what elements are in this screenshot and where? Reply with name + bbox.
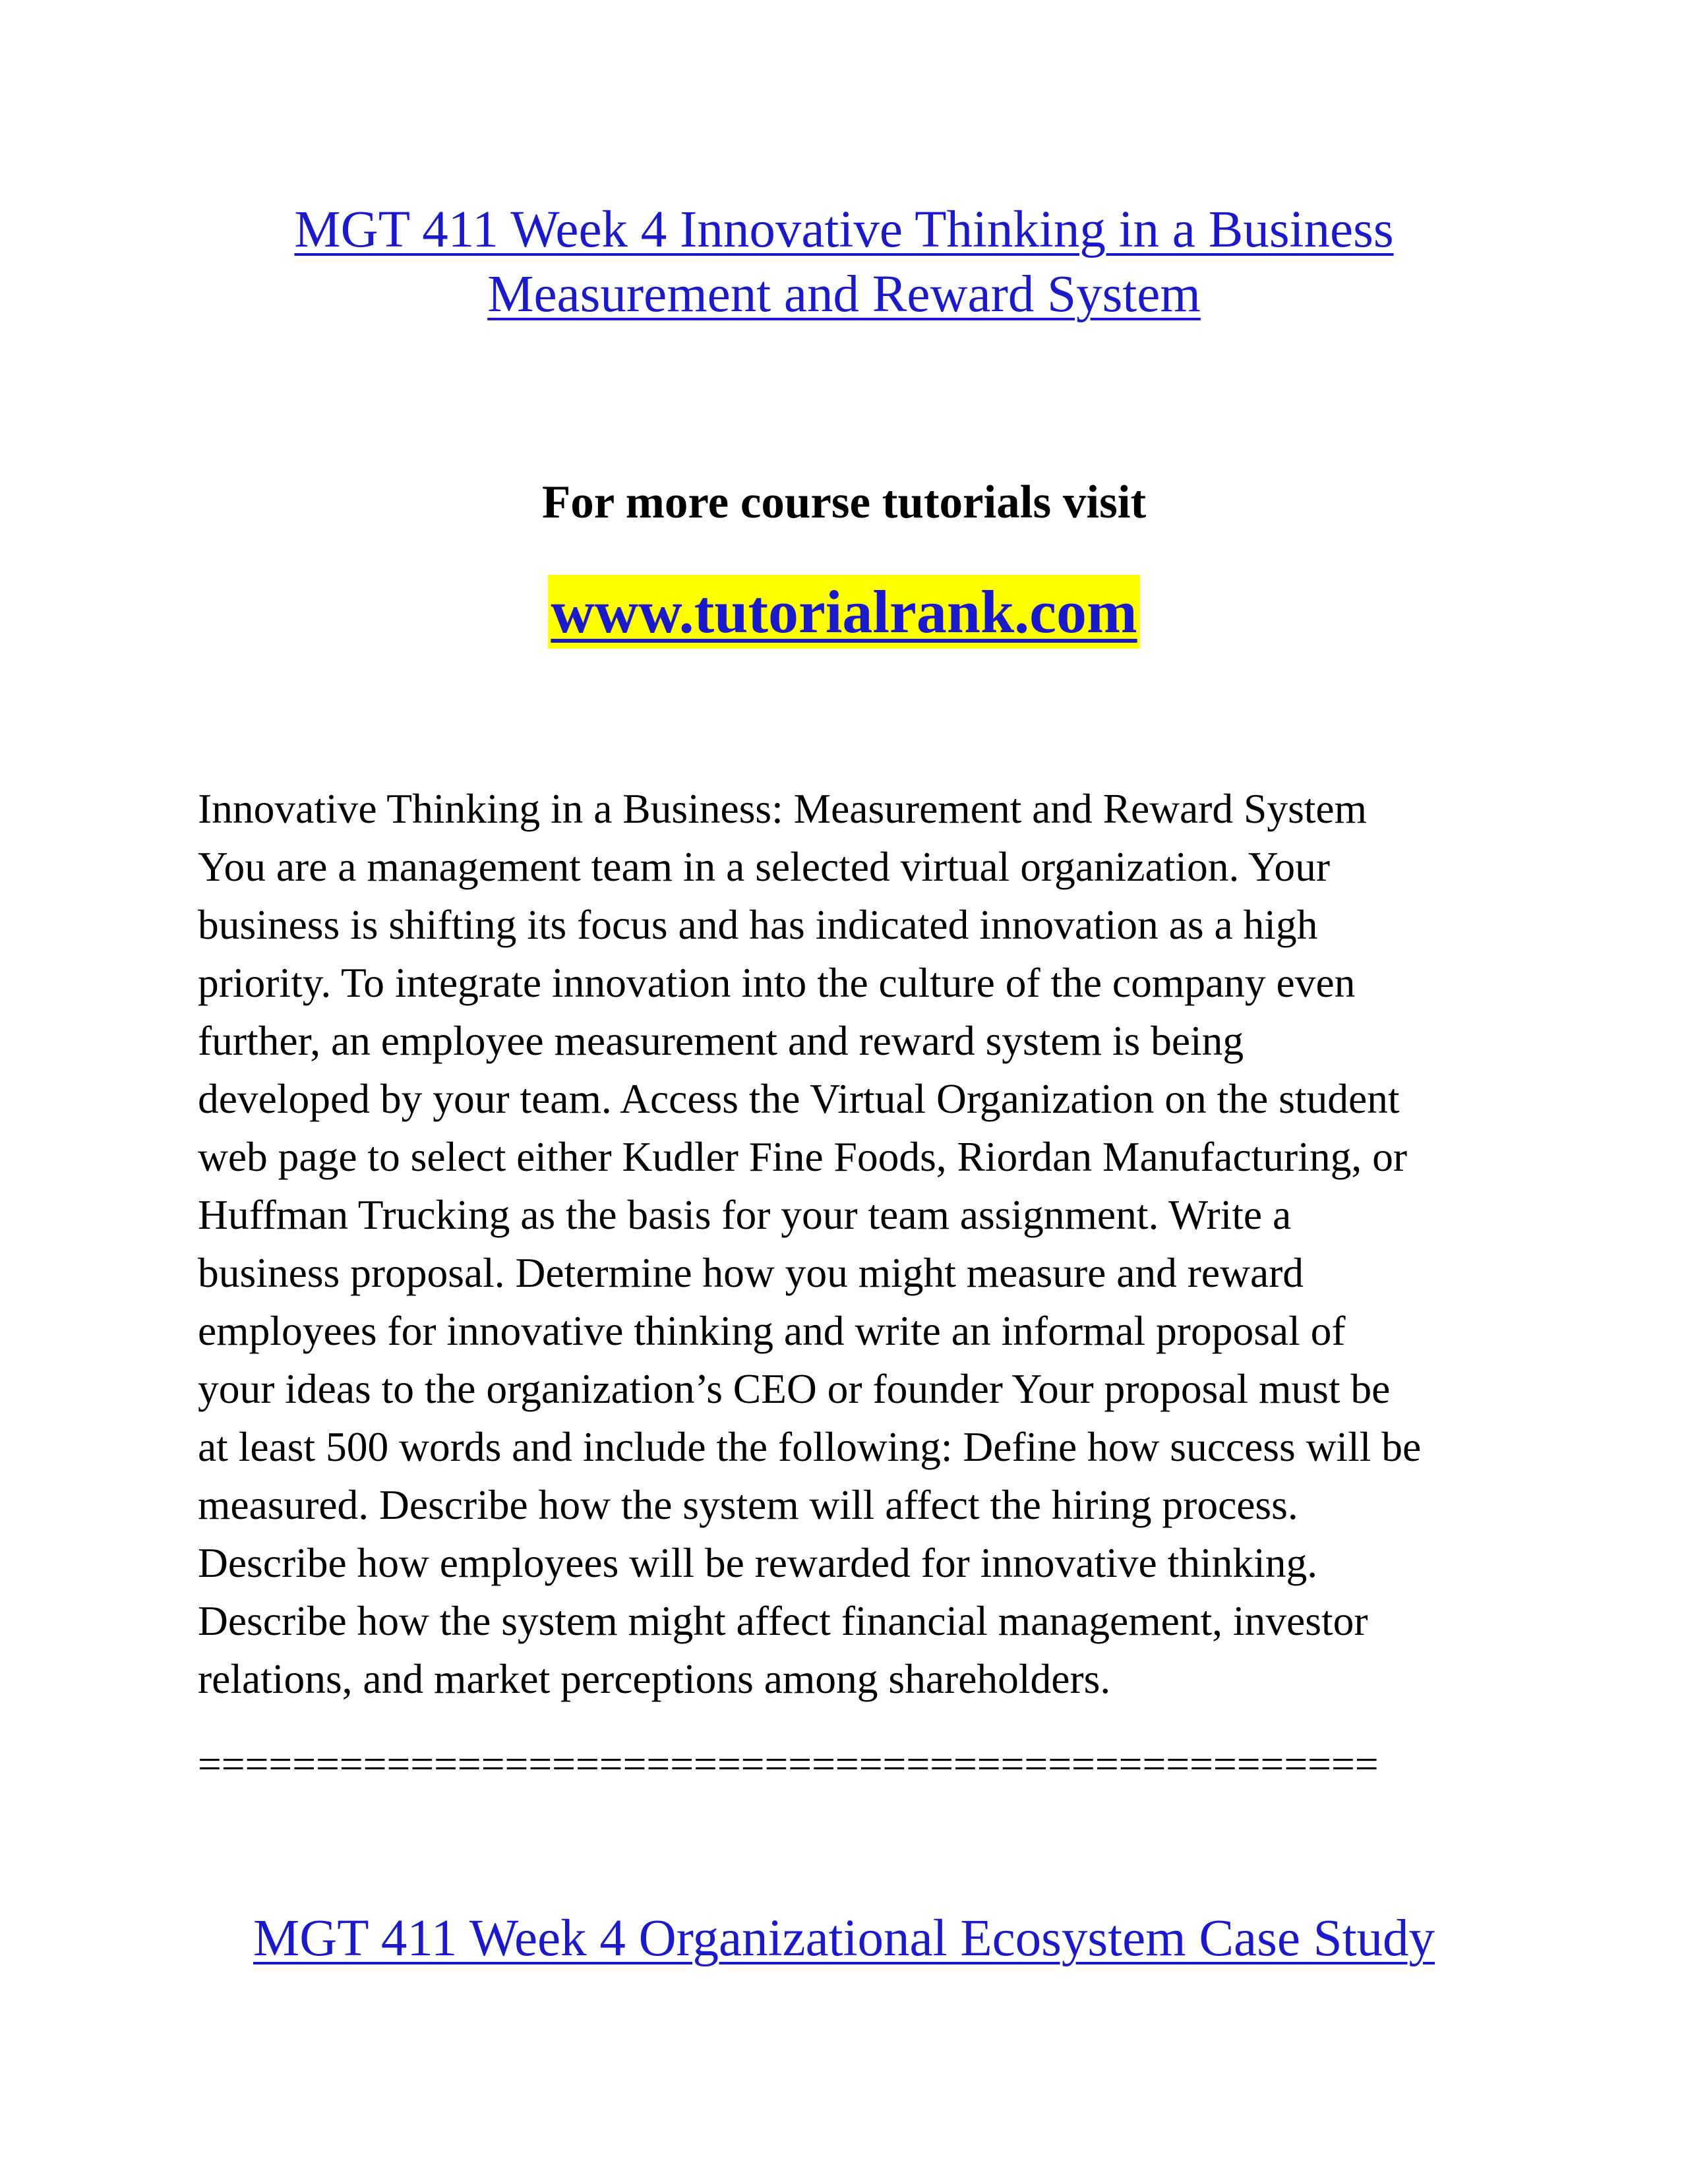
body-line: business proposal. Determine how you might measure and reward bbox=[198, 1249, 1304, 1296]
body-line: measured. Describe how the system will affect the hiring process. bbox=[198, 1481, 1298, 1528]
next-course-title-link[interactable]: MGT 411 Week 4 Organizational Ecosystem Case Study bbox=[253, 1910, 1435, 1967]
body-line: web page to select either Kudler Fine Foods, Riordan Manufacturing, or bbox=[198, 1133, 1407, 1180]
body-line: Innovative Thinking in a Business: Measurement and Reward System bbox=[198, 785, 1368, 832]
site-link-container bbox=[0, 575, 1688, 649]
body-line: at least 500 words and include the following: Define how success will be bbox=[198, 1423, 1422, 1470]
body-line: business is shifting its focus and has indicated innovation as a high bbox=[198, 901, 1318, 948]
body-line: employees for innovative thinking and write an informal proposal of bbox=[198, 1307, 1346, 1354]
assignment-description bbox=[198, 780, 1503, 1708]
course-title-line-2: Measurement and Reward System bbox=[487, 266, 1201, 323]
body-line: your ideas to the organization’s CEO or founder Your proposal must be bbox=[198, 1365, 1391, 1412]
body-line: priority. To integrate innovation into the culture of the company even bbox=[198, 959, 1356, 1006]
separator-line: ================================================== bbox=[198, 1740, 1379, 1787]
body-line: Huffman Trucking as the basis for your team assignment. Write a bbox=[198, 1191, 1292, 1238]
body-line: Describe how the system might affect financial management, investor bbox=[198, 1597, 1368, 1644]
body-line: relations, and market perceptions among shareholders. bbox=[198, 1655, 1111, 1702]
body-line: Describe how employees will be rewarded for innovative thinking. bbox=[198, 1539, 1318, 1586]
body-line: developed by your team. Access the Virtual Organization on the student bbox=[198, 1075, 1400, 1122]
visit-label: For more course tutorials visit bbox=[541, 477, 1147, 528]
course-title-link[interactable] bbox=[0, 198, 1688, 327]
site-url-link[interactable]: www.tutorialrank.com bbox=[548, 575, 1139, 649]
body-line: You are a management team in a selected virtual organization. Your bbox=[198, 843, 1330, 890]
body-line: further, an employee measurement and reward system is being bbox=[198, 1017, 1244, 1064]
course-title-line-1: MGT 411 Week 4 Innovative Thinking in a Business bbox=[294, 201, 1394, 258]
